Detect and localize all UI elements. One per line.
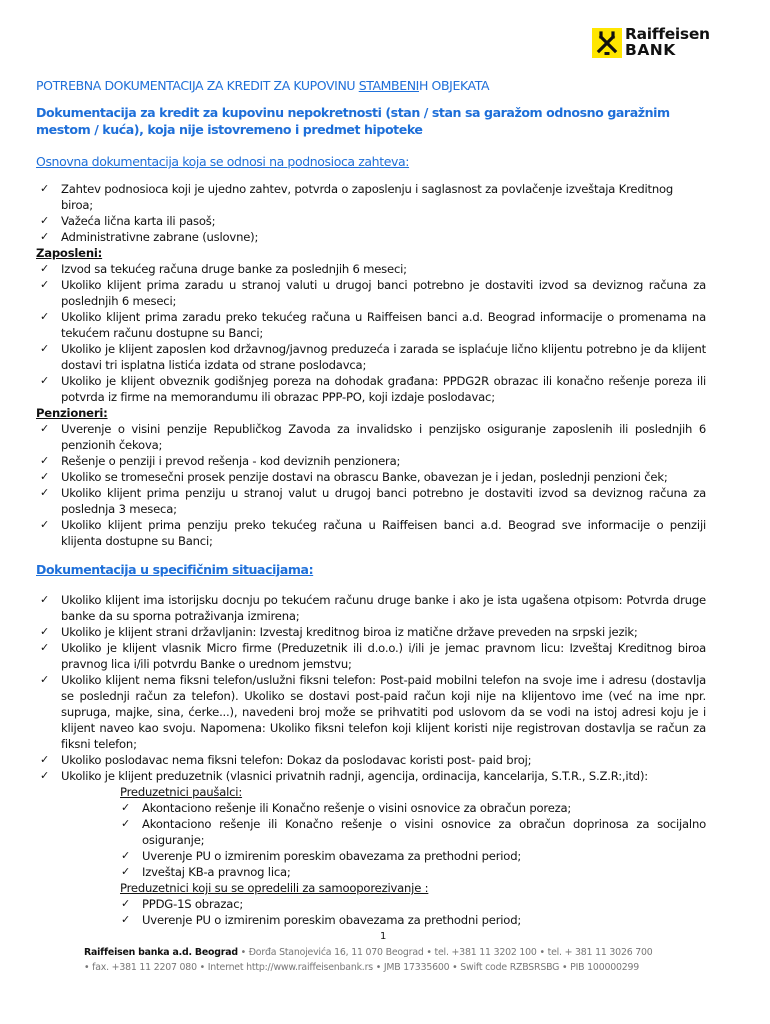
checkmark-icon: ✓ xyxy=(121,817,131,830)
lump-sum-heading: Preduzetnici paušalci: xyxy=(120,785,243,799)
checkmark-icon: ✓ xyxy=(40,262,50,275)
list-item: ✓ Ukoliko je klijent zaposlen kod državnog/javnog preduzeća i zarada se isplaćuje lično klijentu potrebno je da klijent dostavi tri isplatna listića izdata od strane poslodavca; xyxy=(40,342,706,372)
checkmark-icon: ✓ xyxy=(40,454,50,467)
checkmark-icon: ✓ xyxy=(40,470,50,483)
checkmark-icon: ✓ xyxy=(40,593,50,606)
document-subtitle: Dokumentacija za kredit za kupovinu nepokretnosti (stan / stan sa garažom odnosno garažnim mestom / kuća), koja nije istovremeno i predmet hipoteke xyxy=(36,105,670,137)
list-item: ✓ Administrativne zabrane (uslovne); xyxy=(40,230,259,244)
list-item: ✓ Ukoliko klijent prima zaradu preko tekućeg računa u Raiffeisen banci a.d. Beograd informacije o promenama na tekućem računu dostupne su Banci; xyxy=(40,310,706,340)
checkmark-icon: ✓ xyxy=(40,230,50,243)
checkmark-icon: ✓ xyxy=(40,278,50,291)
pensioners-heading: Penzioneri: xyxy=(36,406,108,420)
checkmark-icon: ✓ xyxy=(40,422,50,435)
checkmark-icon: ✓ xyxy=(121,801,131,814)
list-item: ✓ Ukoliko klijent prima penziju preko tekućeg računa u Raiffeisen banci a.d. Beograd sve informacije o penziji klijenta dostupne su Banci; xyxy=(40,518,706,548)
logo-word-bank: BANK xyxy=(625,41,676,59)
checkmark-icon: ✓ xyxy=(121,913,131,926)
logo-word-raiffeisen: Raiffeisen xyxy=(625,25,710,43)
basic-documents-list xyxy=(36,181,706,549)
checkmark-icon: ✓ xyxy=(40,518,50,531)
sub-list-item: ✓ PPDG-1S obrazac; xyxy=(121,897,244,911)
section-heading-specific: Dokumentacija u specifičnim situacijama: xyxy=(36,562,314,577)
checkmark-icon: ✓ xyxy=(40,753,50,766)
checkmark-icon: ✓ xyxy=(40,486,50,499)
checkmark-icon: ✓ xyxy=(121,849,131,862)
list-item: ✓ Uverenje o visini penzije Republičkog Zavoda za invalidsko i penzijsko osiguranje zaposlenih ili poslednjih 6 penzionih čekova; xyxy=(40,422,706,452)
list-item: ✓ Ukoliko klijent ima istorijsku docnju po tekućem računu druge banke i ako je ista ugašena otpisom: Potvrda druge banke da su sporna potraživanja izmirena; xyxy=(40,593,706,623)
list-item: ✓ Ukoliko klijent prima zaradu u stranoj valuti u drugoj banci potrebno je dostaviti izvod sa deviznog računa za poslednjih 6 meseci; xyxy=(40,278,706,308)
sub-list-item: ✓ Akontaciono rešenje ili Konačno rešenje o visini osnovice za obračun doprinosa za socijalno osiguranje; xyxy=(121,817,706,847)
checkmark-icon: ✓ xyxy=(40,214,50,227)
sub-list-item: ✓ Akontaciono rešenje ili Konačno rešenje o visini osnovice za obračun poreza; xyxy=(121,801,572,815)
sub-list-item: ✓ Uverenje PU o izmirenim poreskim obavezama za prethodni period; xyxy=(121,849,522,863)
checkmark-icon: ✓ xyxy=(40,673,50,686)
checkmark-icon: ✓ xyxy=(121,865,131,878)
self-taxation-heading: Preduzetnici koji su se opredelili za samooporezivanje : xyxy=(120,881,429,895)
list-item: ✓ Ukoliko poslodavac nema fiksni telefon: Dokaz da poslodavac koristi post- paid broj; xyxy=(40,753,532,767)
raiffeisen-logo xyxy=(592,26,708,64)
list-item: ✓ Ukoliko je klijent vlasnik Micro firme (Preduzetnik ili d.o.o.) i/ili je jemac pravnom licu: Izveštaj Kreditnog biroa pravnog lica i/ili potvrdu Banke o urednom jemstvu; xyxy=(40,641,706,671)
sub-list-item: ✓ Uverenje PU o izmirenim poreskim obavezama za prethodni period; xyxy=(121,913,522,927)
list-item: ✓ Ukoliko je klijent strani državljanin: Izvestaj kreditnog biroa iz matične države preveden na srpski jezik; xyxy=(40,625,638,639)
list-item: ✓ Ukoliko klijent nema fiksni telefon/uslužni fiksni telefon: Post-paid mobilni telefon na svoje ime i adresu (dostavlja se poslednji račun za telefon). Ukoliko se dostavi post-paid račun koji nije na klijentovo ime (već na ime npr. supruga, majke, sina, ćerke...), navedeni broj može se prihvatiti pod uslovom da se vodi na istoj adresi koju je i klijent naveo kao svoju. Napomena: Ukoliko fiksni telefon koji klijent koristi nije registrovan dostavlja se račun za fiksni telefon; xyxy=(40,673,706,751)
page-number: 1 xyxy=(380,931,387,942)
list-item: ✓ Ukoliko je klijent preduzetnik (vlasnici privatnih radnji, agencija, ordinacija, kancelarija, S.T.R., S.Z.R:,itd): xyxy=(40,769,648,783)
checkmark-icon: ✓ xyxy=(40,641,50,654)
checkmark-icon: ✓ xyxy=(40,342,50,355)
list-item: ✓ Rešenje o penziji i prevod rešenja - kod deviznih penzionera; xyxy=(40,454,401,468)
document-title: POTREBNA DOKUMENTACIJA ZA KREDIT ZA KUPOVINU STAMBENIH OBJEKATA xyxy=(36,78,490,93)
footer-line-2: • fax. +381 11 2207 080 • Internet http://www.raiffeisenbank.rs • JMB 17335600 • Swift code RZBSRSBG • PIB 100000299 xyxy=(84,962,640,973)
list-item: ✓ Izvod sa tekućeg računa druge banke za poslednjih 6 meseci; xyxy=(40,262,407,276)
list-item: ✓ Ukoliko klijent prima penziju u stranoj valut u drugoj banci potrebno je dostaviti izvod sa deviznog računa za poslednja 3 meseca; xyxy=(40,486,706,516)
employed-heading: Zaposleni: xyxy=(36,246,103,260)
specific-situations-list xyxy=(36,592,706,928)
sub-list-item: ✓ Izveštaj KB-a pravnog lica; xyxy=(121,865,291,879)
list-item: ✓ Ukoliko je klijent obveznik godišnjeg poreza na dohodak građana: PPDG2R obrazac ili konačno rešenje poreza ili potvrda iz firme na memorandumu ili obrazac PPP-PO, koji izdaje poslodavac; xyxy=(40,374,706,404)
checkmark-icon: ✓ xyxy=(40,374,50,387)
footer-bank-name: Raiffeisen banka a.d. Beograd xyxy=(84,947,238,958)
checkmark-icon: ✓ xyxy=(40,310,50,323)
crossed-horse-heads-icon xyxy=(592,28,622,58)
section-heading-basic: Osnovna dokumentacija koja se odnosi na podnosioca zahteva: xyxy=(36,154,410,169)
checkmark-icon: ✓ xyxy=(121,897,131,910)
checkmark-icon: ✓ xyxy=(40,625,50,638)
list-item: ✓ Važeća lična karta ili pasoš; xyxy=(40,214,216,228)
list-item: ✓ Zahtev podnosioca koji je ujedno zahtev, potvrda o zaposlenju i saglasnost za povlačenje izveštaja Kreditnog biroa; xyxy=(40,182,674,212)
page-footer xyxy=(84,945,684,975)
checkmark-icon: ✓ xyxy=(40,769,50,782)
list-item: ✓ Ukoliko se tromesečni prosek penzije dostavi na obrascu Banke, obavezan je i jedan, poslednji penzioni ček; xyxy=(40,470,668,484)
footer-line-1: Raiffeisen banka a.d. Beograd • Đorđa Stanojevića 16, 11 070 Beograd • tel. +381 11 3202 100 • tel. + 381 11 3026 700 xyxy=(84,947,653,958)
checkmark-icon: ✓ xyxy=(40,182,50,195)
